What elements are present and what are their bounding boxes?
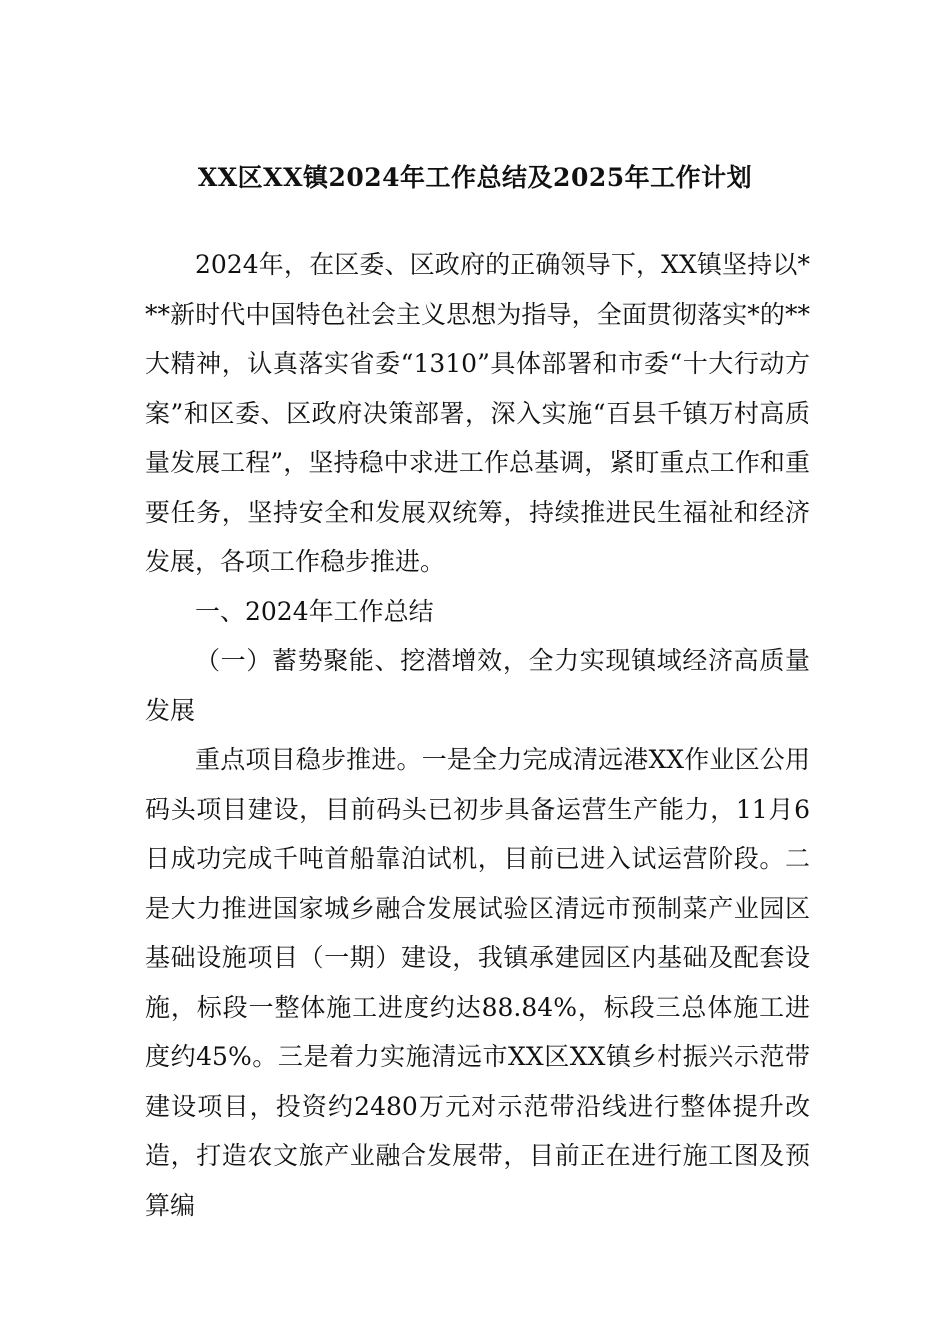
paragraph-projects: 重点项目稳步推进。一是全力完成清远港XX作业区公用码头项目建设，目前码头已初步具备运营生产能力，11月6日成功完成千吨首船靠泊试机，目前已进入试运营阶段。二是大力推进国家城乡融合发展试验区清远市预制菜产业园区基础设施项目（一期）建设，我镇承建园区内基础及配套设施，标段一整体施工进度约达88.84%，标段三总体施工进度约45%。三是着力实施清远市XX区XX镇乡村振兴示范带建设项目，投资约2480万元对示范带沿线进行整体提升改造，打造农文旅产业融合发展带，目前正在进行施工图及预算编 <box>145 745 810 1220</box>
section-heading: 一、2024年工作总结 <box>195 596 434 626</box>
paragraph-intro: 2024年，在区委、区政府的正确领导下，XX镇坚持以***新时代中国特色社会主义思想为指导，全面贯彻落实*的**大精神，认真落实省委“1310”具体部署和市委“十大行动方案”和区委、区政府决策部署，深入实施“百县千镇万村高质量发展工程”，坚持稳中求进工作总基调，紧盯重点工作和重要任务，坚持安全和发展双统筹，持续推进民生福祉和经济发展，各项工作稳步推进。 <box>145 250 810 576</box>
subsection-heading: （一）蓄势聚能、挖潜增效，全力实现镇域经济高质量发展 <box>145 646 810 725</box>
document-title: XX区XX镇2024年工作总结及2025年工作计划 <box>197 163 753 192</box>
document-body <box>145 240 810 1230</box>
